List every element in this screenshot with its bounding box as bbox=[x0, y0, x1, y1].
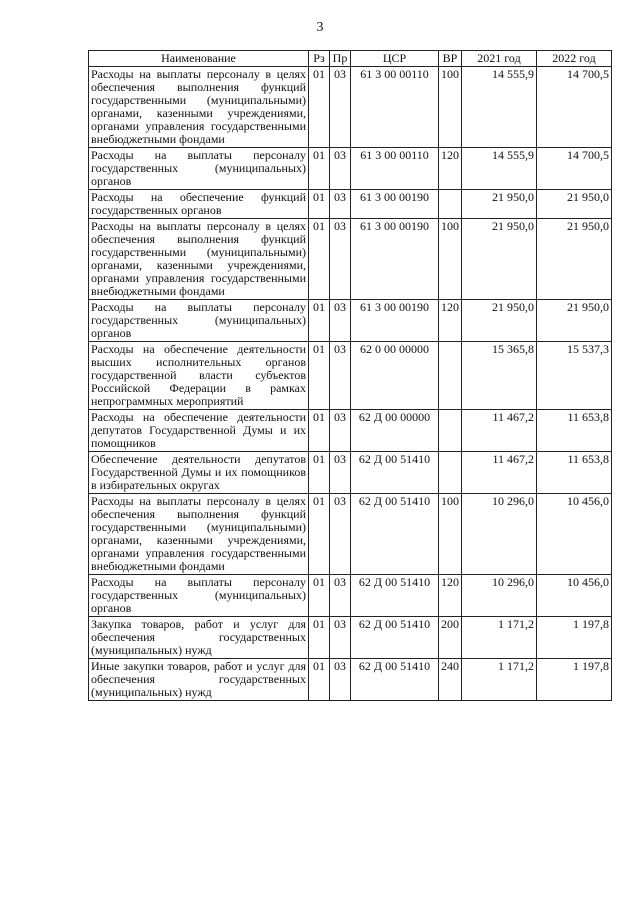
cell-name: Расходы на обеспечение функций государственных органов bbox=[89, 190, 309, 219]
table-row bbox=[89, 659, 612, 701]
cell-csr: 61 3 00 00190 bbox=[351, 190, 439, 219]
cell-pr: 03 bbox=[330, 190, 351, 219]
header-name: Наименование bbox=[89, 51, 309, 67]
cell-csr: 61 3 00 00110 bbox=[351, 148, 439, 190]
cell-pr: 03 bbox=[330, 659, 351, 701]
cell-2022: 10 456,0 bbox=[537, 494, 612, 575]
cell-rz: 01 bbox=[309, 452, 330, 494]
table-row bbox=[89, 342, 612, 410]
cell-2021: 10 296,0 bbox=[462, 494, 537, 575]
cell-name: Расходы на выплаты персоналу в целях обеспечения выполнения функций государственными (муниципальными) органами, казенными учреждениями, органами управления государственными внебюджетными фондами bbox=[89, 219, 309, 300]
table-row bbox=[89, 219, 612, 300]
cell-2021: 21 950,0 bbox=[462, 190, 537, 219]
cell-2021: 14 555,9 bbox=[462, 148, 537, 190]
cell-csr: 62 Д 00 51410 bbox=[351, 494, 439, 575]
cell-rz: 01 bbox=[309, 659, 330, 701]
cell-pr: 03 bbox=[330, 494, 351, 575]
cell-rz: 01 bbox=[309, 410, 330, 452]
cell-name: Расходы на выплаты персоналу государственных (муниципальных) органов bbox=[89, 148, 309, 190]
cell-rz: 01 bbox=[309, 67, 330, 148]
table-row bbox=[89, 494, 612, 575]
cell-2022: 21 950,0 bbox=[537, 190, 612, 219]
cell-vr: 120 bbox=[439, 148, 462, 190]
table-body bbox=[89, 67, 612, 701]
cell-rz: 01 bbox=[309, 617, 330, 659]
cell-csr: 61 3 00 00190 bbox=[351, 219, 439, 300]
cell-csr: 61 3 00 00110 bbox=[351, 67, 439, 148]
cell-rz: 01 bbox=[309, 575, 330, 617]
header-pr: Пр bbox=[330, 51, 351, 67]
cell-csr: 62 0 00 00000 bbox=[351, 342, 439, 410]
cell-2022: 14 700,5 bbox=[537, 67, 612, 148]
cell-vr: 100 bbox=[439, 67, 462, 148]
cell-2022: 1 197,8 bbox=[537, 617, 612, 659]
table-row bbox=[89, 67, 612, 148]
cell-2021: 15 365,8 bbox=[462, 342, 537, 410]
cell-2021: 14 555,9 bbox=[462, 67, 537, 148]
cell-csr: 62 Д 00 51410 bbox=[351, 575, 439, 617]
cell-pr: 03 bbox=[330, 67, 351, 148]
cell-vr: 200 bbox=[439, 617, 462, 659]
cell-2021: 10 296,0 bbox=[462, 575, 537, 617]
cell-name: Расходы на выплаты персоналу в целях обеспечения выполнения функций государственными (муниципальными) органами, казенными учреждениями, органами управления государственными внебюджетными фондами bbox=[89, 494, 309, 575]
cell-pr: 03 bbox=[330, 219, 351, 300]
cell-2022: 10 456,0 bbox=[537, 575, 612, 617]
cell-vr: 100 bbox=[439, 494, 462, 575]
cell-csr: 62 Д 00 51410 bbox=[351, 452, 439, 494]
cell-2022: 1 197,8 bbox=[537, 659, 612, 701]
cell-2021: 21 950,0 bbox=[462, 300, 537, 342]
cell-rz: 01 bbox=[309, 190, 330, 219]
header-2021: 2021 год bbox=[462, 51, 537, 67]
cell-2021: 21 950,0 bbox=[462, 219, 537, 300]
cell-pr: 03 bbox=[330, 300, 351, 342]
cell-rz: 01 bbox=[309, 219, 330, 300]
cell-name: Расходы на обеспечение деятельности высших исполнительных органов государственной власти субъектов Российской Федерации в рамках непрограммных мероприятий bbox=[89, 342, 309, 410]
table-row bbox=[89, 410, 612, 452]
cell-pr: 03 bbox=[330, 617, 351, 659]
cell-2022: 14 700,5 bbox=[537, 148, 612, 190]
cell-name: Обеспечение деятельности депутатов Государственной Думы и их помощников в избирательных округах bbox=[89, 452, 309, 494]
cell-vr bbox=[439, 452, 462, 494]
cell-name: Расходы на обеспечение деятельности депутатов Государственной Думы и их помощников bbox=[89, 410, 309, 452]
table-header-row bbox=[89, 51, 612, 67]
cell-2022: 15 537,3 bbox=[537, 342, 612, 410]
cell-csr: 62 Д 00 00000 bbox=[351, 410, 439, 452]
table-row bbox=[89, 617, 612, 659]
cell-rz: 01 bbox=[309, 494, 330, 575]
cell-pr: 03 bbox=[330, 575, 351, 617]
cell-rz: 01 bbox=[309, 342, 330, 410]
cell-vr: 240 bbox=[439, 659, 462, 701]
header-rz: Рз bbox=[309, 51, 330, 67]
header-vr: ВР bbox=[439, 51, 462, 67]
cell-name: Иные закупки товаров, работ и услуг для обеспечения государственных (муниципальных) нужд bbox=[89, 659, 309, 701]
cell-2021: 11 467,2 bbox=[462, 452, 537, 494]
cell-pr: 03 bbox=[330, 410, 351, 452]
cell-name: Расходы на выплаты персоналу в целях обеспечения выполнения функций государственными (муниципальными) органами, казенными учреждениями, органами управления государственными внебюджетными фондами bbox=[89, 67, 309, 148]
cell-rz: 01 bbox=[309, 148, 330, 190]
header-csr: ЦСР bbox=[351, 51, 439, 67]
budget-table bbox=[88, 50, 612, 701]
cell-2021: 1 171,2 bbox=[462, 659, 537, 701]
cell-pr: 03 bbox=[330, 148, 351, 190]
cell-2021: 11 467,2 bbox=[462, 410, 537, 452]
cell-vr bbox=[439, 342, 462, 410]
cell-2022: 21 950,0 bbox=[537, 300, 612, 342]
cell-pr: 03 bbox=[330, 342, 351, 410]
header-2022: 2022 год bbox=[537, 51, 612, 67]
table-row bbox=[89, 190, 612, 219]
cell-vr bbox=[439, 410, 462, 452]
cell-csr: 62 Д 00 51410 bbox=[351, 617, 439, 659]
cell-pr: 03 bbox=[330, 452, 351, 494]
cell-vr: 120 bbox=[439, 575, 462, 617]
cell-vr bbox=[439, 190, 462, 219]
cell-2022: 21 950,0 bbox=[537, 219, 612, 300]
table-row bbox=[89, 148, 612, 190]
cell-rz: 01 bbox=[309, 300, 330, 342]
table-row bbox=[89, 575, 612, 617]
cell-name: Расходы на выплаты персоналу государственных (муниципальных) органов bbox=[89, 300, 309, 342]
cell-csr: 61 3 00 00190 bbox=[351, 300, 439, 342]
cell-vr: 100 bbox=[439, 219, 462, 300]
page-number: 3 bbox=[316, 20, 324, 35]
table-row bbox=[89, 452, 612, 494]
cell-2022: 11 653,8 bbox=[537, 452, 612, 494]
cell-name: Расходы на выплаты персоналу государственных (муниципальных) органов bbox=[89, 575, 309, 617]
cell-csr: 62 Д 00 51410 bbox=[351, 659, 439, 701]
cell-2021: 1 171,2 bbox=[462, 617, 537, 659]
cell-name: Закупка товаров, работ и услуг для обеспечения государственных (муниципальных) нужд bbox=[89, 617, 309, 659]
table-row bbox=[89, 300, 612, 342]
cell-vr: 120 bbox=[439, 300, 462, 342]
cell-2022: 11 653,8 bbox=[537, 410, 612, 452]
